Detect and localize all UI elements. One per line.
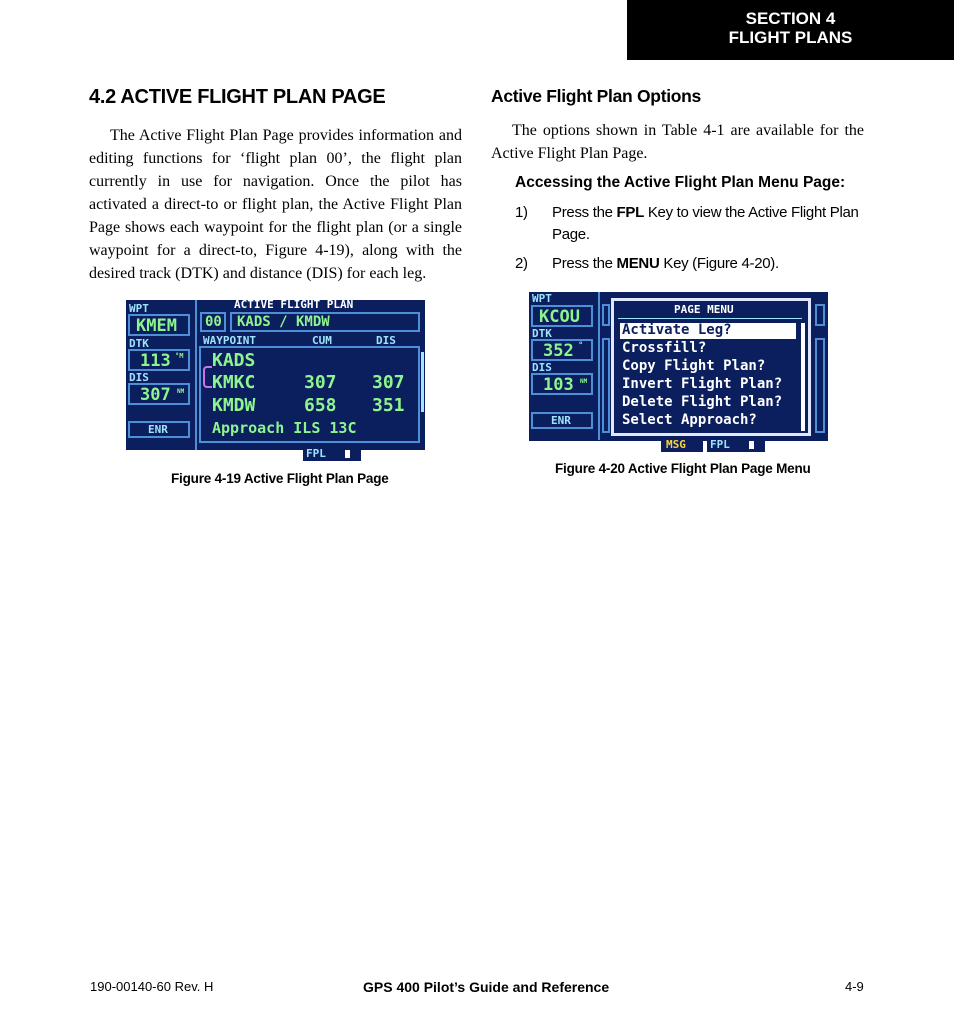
fpl-title: ACTIVE FLIGHT PLAN [234,300,354,311]
menu-item-invert-flight-plan[interactable]: Invert Flight Plan? [622,376,783,392]
fpl-number-field: 00 [200,312,226,332]
menu-item-activate-leg[interactable]: Activate Leg? [622,322,732,338]
fpl-row-dis: 307 [372,372,405,393]
options-heading: Active Flight Plan Options [491,86,701,106]
intro-paragraph: The Active Flight Plan Page provides information and editing functions for ‘flight plan 00’, the flight plan currently in use for navigation. Once the pilot has activated a direct-to or flight plan, the Active Flight Plan Page shows each waypoint for the flight plan (or a single waypoint for a direct-to, Figure 4-19), along with the desired track (DTK) and distance (DIS) for each leg. [89,127,462,282]
dis-value: 307 [140,385,171,405]
col-waypoint: WAYPOINT [203,334,256,347]
background-field [815,304,825,326]
footer-part-number: 190-00140-60 Rev. H [90,979,214,994]
dis-field [531,373,593,395]
fpl-row-cum: 307 [304,372,337,393]
menu-title-rule [618,318,802,319]
wpt-value: KMEM [136,316,177,336]
fpl-name-field: KADS / KMDW [230,312,420,332]
wpt-label: WPT [532,292,552,305]
dis-field [128,383,190,405]
options-paragraph: The options shown in Table 4-1 are available for the Active Flight Plan Page. [491,122,864,162]
footer-page-number: 4-9 [845,979,864,994]
dis-unit: NM [580,378,588,385]
menu-item-select-approach[interactable]: Select Approach? [622,412,757,428]
approach-row: Approach ILS 13C [212,419,357,437]
procedure-step: 2) Press the MENU Key (Figure 4-20). [515,255,779,272]
enr-annunciator: ENR [128,421,190,438]
screen-divider [598,292,600,440]
menu-title: PAGE MENU [674,303,734,316]
fpl-tab: FPL [707,439,765,452]
dis-unit: NM [177,388,185,395]
active-leg-arrow-icon [203,366,212,388]
dis-label: DIS [532,361,552,374]
page-tab-bar [126,450,425,461]
background-field [602,338,610,433]
dtk-unit: °M [175,352,184,360]
fpl-tab: FPL [303,448,361,461]
background-field [602,304,610,326]
dis-label: DIS [129,371,149,384]
menu-item-delete-flight-plan[interactable]: Delete Flight Plan? [622,394,783,410]
section-number: SECTION 4 [745,9,836,28]
section-title: FLIGHT PLANS [728,28,853,47]
dtk-value: 352 [543,341,574,361]
fpl-row-dis: 351 [372,395,405,416]
section-heading: 4.2 ACTIVE FLIGHT PLAN PAGE [89,86,386,108]
wpt-value: KCOU [539,307,580,327]
dtk-value: 113 [140,351,171,371]
screen-divider [195,300,197,450]
page-indicator [749,441,754,449]
page-menu-screen [529,292,828,452]
col-cum: CUM [312,334,332,347]
section-header-tab [627,0,954,60]
enr-annunciator: ENR [531,412,593,429]
dis-value: 103 [543,375,574,395]
page-menu [611,298,811,436]
msg-tab: MSG [661,439,703,452]
menu-item-crossfill[interactable]: Crossfill? [622,340,707,356]
fpl-key-label: FPL [616,204,644,221]
menu-key-label: MENU [616,255,660,272]
fpl-row-cum: 658 [304,395,337,416]
background-field [815,338,825,433]
fpl-row-wpt: KMDW [212,395,256,416]
wpt-field [531,305,593,327]
page-indicator [345,450,350,458]
list-scrollbar [421,352,424,412]
dtk-field [128,349,190,371]
wpt-label: WPT [129,302,149,315]
figure-20-caption: Figure 4-20 Active Flight Plan Page Menu [555,461,811,476]
col-dis: DIS [376,334,396,347]
procedure-step: 1) Press the FPL Key to view the Active Flight Plan Page. [515,204,859,243]
dtk-label: DTK [129,337,149,350]
menu-item-copy-flight-plan[interactable]: Copy Flight Plan? [622,358,766,374]
active-flight-plan-screen [126,300,425,461]
figure-19-caption: Figure 4-19 Active Flight Plan Page [171,471,389,486]
dtk-unit: ° [578,341,584,351]
wpt-field [128,314,190,336]
fpl-row-wpt: KMKC [212,372,256,393]
footer-guide-title: GPS 400 Pilot’s Guide and Reference [363,979,610,995]
procedure-heading: Accessing the Active Flight Plan Menu Page: [515,174,846,191]
menu-scrollbar [801,323,805,431]
dtk-field [531,339,593,361]
dtk-label: DTK [532,327,552,340]
fpl-row-wpt: KADS [212,350,256,371]
